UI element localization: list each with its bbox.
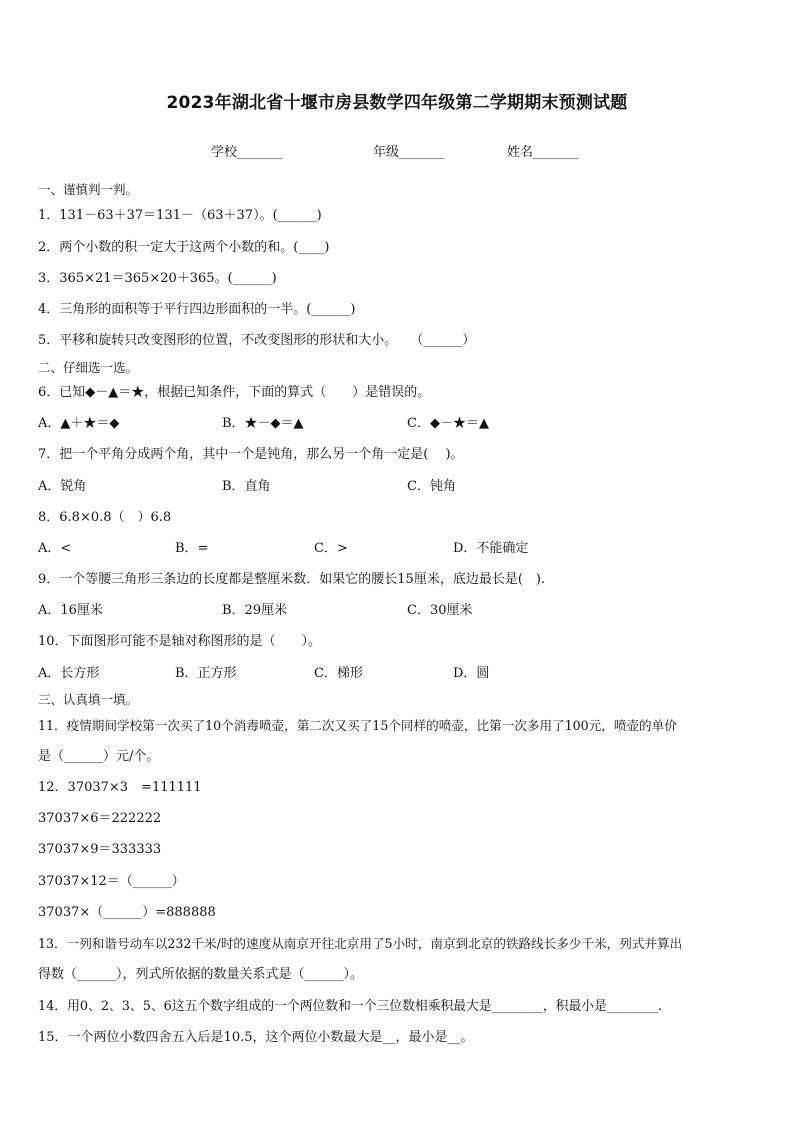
question-12-line-2: 37037×6＝222222 xyxy=(38,811,162,826)
question-2: 2．两个小数的积一定大于这两个小数的和。(____) xyxy=(38,240,330,255)
question-7: 7．把一个平角分成两个角，其中一个是钝角，那么另一个角一定是( )。 xyxy=(38,447,464,462)
q10-option-b: B．正方形 xyxy=(175,666,237,681)
question-8: 8．6.8×0.8（ ）6.8 xyxy=(38,510,172,525)
question-13-line-1: 13．一列和谐号动车以232千米/时的速度从南京开往北京用了5小时，南京到北京的铁路线长多少千米，列式并算出 xyxy=(38,936,683,951)
section-heading-choose: 二、仔细选一选。 xyxy=(38,360,139,375)
question-6: 6．已知◆－▲＝★，根据已知条件，下面的算式（ ）是错误的。 xyxy=(38,385,431,400)
q10-option-a: A．长方形 xyxy=(38,666,100,681)
q8-option-c: C．> xyxy=(314,541,348,556)
q8-option-a: A．< xyxy=(38,541,72,556)
q6-option-c: C．◆－★＝▲ xyxy=(407,416,489,431)
q6-option-a: A．▲＋★＝◆ xyxy=(38,416,120,431)
question-12-line-4: 37037×12＝（______） xyxy=(38,874,185,889)
q9-option-a: A．16厘米 xyxy=(38,603,103,618)
question-14: 14．用0、2、3、5、6这五个数字组成的一个两位数和一个三位数相乘积最大是________，积最小是________. xyxy=(38,999,663,1014)
q6-option-b: B．★－◆＝▲ xyxy=(222,416,304,431)
question-12-line-3: 37037×9＝333333 xyxy=(38,842,162,857)
school-field: 学校_______ xyxy=(211,145,283,160)
section-heading-fill: 三、认真填一填。 xyxy=(38,692,139,707)
question-11-line-1: 11．疫情期间学校第一次买了10个消毒喷壶，第二次又买了15个同样的喷壶，比第一次多用了100元，喷壶的单价 xyxy=(38,718,677,733)
question-15: 15．一个两位小数四舍五入后是10.5，这个两位小数最大是__，最小是__。 xyxy=(38,1030,474,1045)
question-4: 4．三角形的面积等于平行四边形面积的一半。(______) xyxy=(38,302,356,317)
question-1: 1．131－63＋37＝131－（63＋37）。(______) xyxy=(38,208,322,223)
q9-option-b: B．29厘米 xyxy=(222,603,288,618)
q9-option-c: C．30厘米 xyxy=(407,603,473,618)
q10-option-d: D．圆 xyxy=(453,666,490,681)
q7-option-c: C．钝角 xyxy=(407,479,456,494)
question-3: 3．365×21＝365×20＋365。(______) xyxy=(38,271,277,286)
question-9: 9．一个等腰三角形三条边的长度都是整厘米数．如果它的腰长15厘米，底边最长是( ). xyxy=(38,572,546,587)
question-11-line-2: 是（______）元/个。 xyxy=(38,749,160,764)
name-field: 姓名_______ xyxy=(507,145,579,160)
question-13-line-2: 得数（______），列式所依据的数量关系式是（______）。 xyxy=(38,967,364,982)
q8-option-b: B．= xyxy=(175,541,209,556)
q8-option-d: D．不能确定 xyxy=(453,541,529,556)
q7-option-b: B．直角 xyxy=(222,479,271,494)
question-5: 5．平移和旋转只改变图形的位置，不改变图形的形状和大小。 （______） xyxy=(38,333,476,348)
section-heading-judge: 一、谨慎判一判。 xyxy=(38,182,139,197)
page-title: 2023年湖北省十堰市房县数学四年级第二学期期末预测试题 xyxy=(166,93,628,113)
question-10: 10．下面图形可能不是轴对称图形的是（ ）。 xyxy=(38,634,322,649)
grade-field: 年级_______ xyxy=(373,145,445,160)
question-12-line-1: 12．37037×3 =111111 xyxy=(38,780,202,795)
question-12-line-5: 37037×（______）=888888 xyxy=(38,905,216,920)
q10-option-c: C．梯形 xyxy=(314,666,363,681)
q7-option-a: A．锐角 xyxy=(38,479,87,494)
